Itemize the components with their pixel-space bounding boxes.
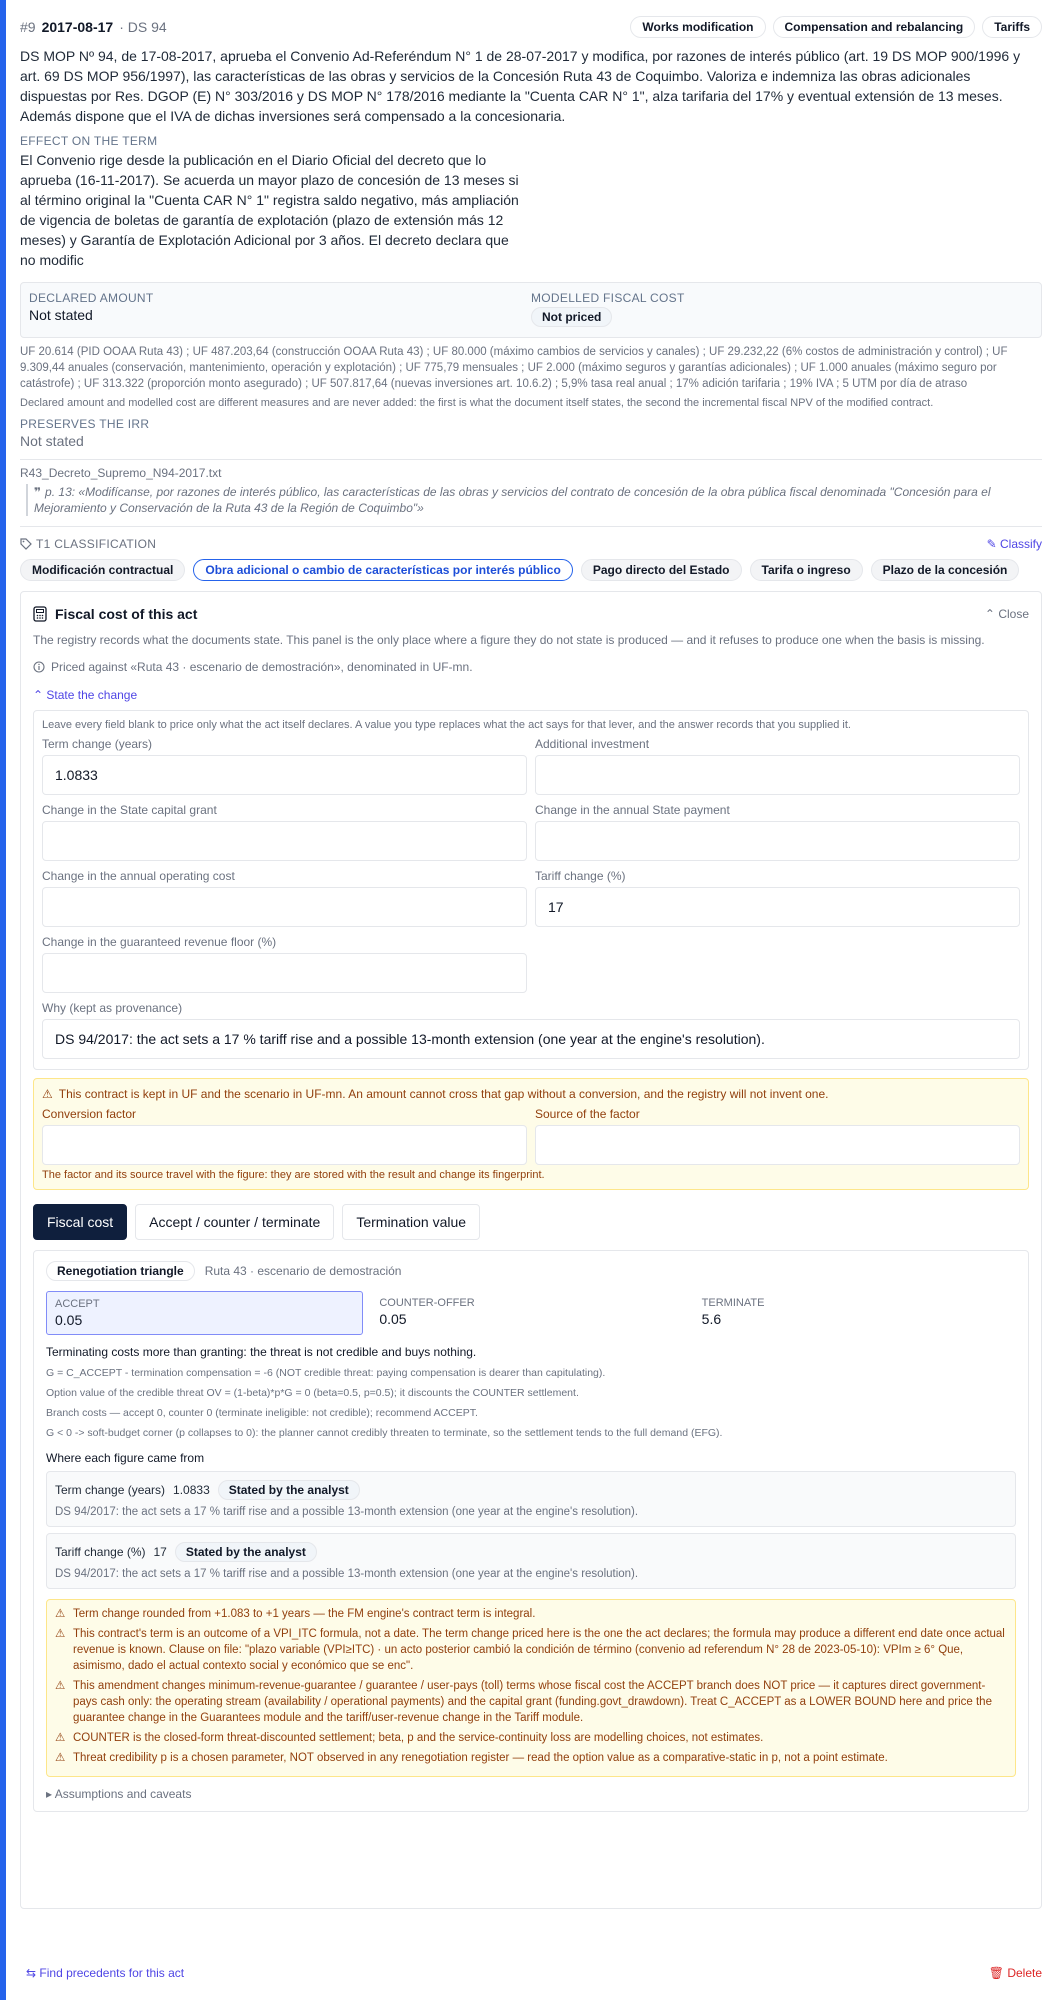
tab-fiscal-cost[interactable]: Fiscal cost [33,1204,127,1240]
classify-button[interactable] [987,537,1042,551]
state-payment-label: Change in the annual State payment [535,803,730,817]
counter-value: 0.05 [379,1311,407,1327]
act-number: #9 [20,19,36,35]
provenance-title: Where each figure came from [46,1451,205,1465]
card-footer [26,1966,1042,1980]
formula-line: Option value of the credible threat OV = (1-beta)*p*G = 0 (beta=0.5, p=0.5); it discounts the COUNTER settlement. [46,1387,579,1399]
warning-icon: ⚠ [55,1732,66,1744]
provenance-why: DS 94/2017: the act sets a 17 % tariff rise and a possible 13-month extension (one year at the engine's resolution). [55,1506,639,1518]
revenue-floor-input[interactable] [42,953,527,993]
priced-against [33,660,1029,674]
quote-icon: ❞ [34,485,42,499]
provenance-value: 17 [153,1545,167,1559]
link-icon: ⇆ [26,1966,37,1980]
provenance-label: Tariff change (%) [55,1545,146,1559]
act-date: 2017-08-17 [41,19,114,35]
warning-icon: ⚠ [55,1680,66,1692]
chevron-up-icon: ⌃ [984,607,995,621]
source-file-name[interactable]: R43_Decreto_Supremo_N94-2017.txt [20,466,222,480]
formula-line: Branch costs — accept 0, counter 0 (terminate ineligible: not credible); recommend ACCEPT. [46,1407,478,1419]
change-form [33,710,1029,1070]
act-summary: DS MOP Nº 94, de 17-08-2017, aprueba el Convenio Ad-Referéndum N° 1 de 28-07-2017 y modifica, por razones de interés público (art. 19 DS MOP 900/1996 y art. 69 DS MOP 956/1997), las características de las obras y servicios de la Concesión Ruta 43 de Coquimbo. Valoriza e indemniza las obras adicionales dispuestas por Res. DGOP (E) N° 303/2016 y DS MOP N° 178/2016 mediante la "Cuenta CAR N° 1", alza tarifaria del 17% y eventual extensión de 13 meses. Además dispone que el IVA de dichas inversiones será compensado a la concesionaria. [20,48,1021,124]
tag-icon [20,538,32,550]
tariff-change-input[interactable]: 17 [535,887,1020,927]
provenance-why: DS 94/2017: the act sets a 17 % tariff rise and a possible 13-month extension (one year at the engine's resolution). [55,1568,639,1580]
revenue-floor-label: Change in the guaranteed revenue floor (%) [42,935,277,949]
panel-description: The registry records what the documents state. This panel is the only place where a figure they do not state is produced — and it refuses to produce one when the basis is missing. [33,633,985,647]
chip-modificacion-contractual[interactable]: Modificación contractual [20,559,185,581]
modelled-cost-label: MODELLED FISCAL COST [531,291,685,305]
warning-text: This contract's term is an outcome of a VPI_ITC formula, not a date. The term change priced here is the one the act declares; the formula may produce a different end date once actual revenue is known. Clause on file: "plazo variable (VPI≥ITC) · un acto posterior cambió la condición de término (convenio ad referendum N° 28 de 2023-05-10): VPIm ≥ 6° Que, asimismo, dado el actual contexto social y económico que se enc". [73,1628,1005,1672]
warning-icon: ⚠ [55,1628,66,1640]
warning-text: Threat credibility p is a chosen parameter, NOT observed in any renegotiation register — read the option value as a comparative-static in p, not a point estimate. [73,1752,888,1764]
assumptions-toggle[interactable] [46,1787,1016,1801]
tag-tariffs[interactable]: Tariffs [982,16,1042,38]
conversion-footnote: The factor and its source travel with the figure: they are stored with the result and change its fingerprint. [42,1169,545,1181]
analysis-tabs [33,1204,1029,1240]
divider [20,459,1042,460]
warning-icon: ⚠ [42,1087,53,1101]
additional-investment-input[interactable] [535,755,1020,795]
delete-label: Delete [1007,1966,1042,1980]
act-decree: · DS 94 [119,19,167,35]
conversion-warning [33,1078,1029,1190]
effect-text: El Convenio rige desde la publicación en el Diario Oficial del decreto que lo aprueba (16-11-2017). Se acuerda un mayor plazo de concesión de 13 meses si al término original la "Cuenta CAR N° 1" registra saldo negativo, más ampliación de vigencia de boletas de garantía de explotación (plazo de extensión más 12 meses) y Garantía de Explotación Adicional por 3 años. El decreto declara que no modific [20,152,519,268]
effect-label: EFFECT ON THE TERM [20,134,158,148]
warning-icon: ⚠ [55,1608,66,1620]
provenance-item [46,1471,1016,1527]
term-change-input[interactable]: 1.0833 [42,755,527,795]
state-change-toggle[interactable] [33,688,1029,702]
panel-title: Fiscal cost of this act [55,606,198,622]
fiscal-cost-panel [20,591,1042,1909]
accept-label: ACCEPT [55,1298,100,1310]
formula-line: G = C_ACCEPT - termination compensation = -6 (NOT credible threat: paying compensation is dearer than capitulating). [46,1367,606,1379]
state-change-label: State the change [46,688,138,702]
tag-works-modification[interactable]: Works modification [630,16,765,38]
irr-label: PRESERVES THE IRR [20,417,150,431]
formula-line: G < 0 -> soft-budget corner (p collapses to 0): the planner cannot credibly threaten to terminate, so the settlement tends to the full demand (EFG). [46,1427,723,1439]
classification-chips [20,559,1042,581]
calculator-icon [33,606,47,622]
uf-amounts-list: UF 20.614 (PID OOAA Ruta 43) ; UF 487.203,64 (construcción OOAA Ruta 43) ; UF 80.000 (máximo cambios de servicios y canales) ; UF 29.232,22 (6% costos de administración y control) ; UF 9.309,44 anuales (conservación, mantenimiento, operación y explotación) ; UF 775,79 mensuales ; UF 2.000 (máximo seguros y garantías adicionales) ; UF 1.000 anuales (máximo seguro por catástrofe) ; UF 313.322 (proporción monto asegurado) ; UF 507.817,64 (nuevas inversiones art. 10.6.2) ; 5,9% tasa real anual ; 17% adición tarifaria ; 19% IVA ; 5 UTM por día de atraso [20,346,1008,390]
act-header [20,12,1042,42]
warning-icon: ⚠ [55,1752,66,1764]
conversion-warning-text: This contract is kept in UF and the scenario in UF-mn. An amount cannot cross that gap without a conversion, and the registry will not invent one. [58,1087,829,1101]
measure-note: Declared amount and modelled cost are different measures and are never added: the first is what the document itself states, the second the incremental fiscal NPV of the modified contract. [20,397,934,409]
engine-warnings [46,1599,1016,1777]
declared-amount-value: Not stated [29,307,93,323]
additional-investment-label: Additional investment [535,737,650,751]
source-quote [26,484,1046,516]
provenance-badge: Stated by the analyst [175,1542,317,1562]
triangle-badge: Renegotiation triangle [46,1261,195,1281]
scenario-name: Ruta 43 · escenario de demostración [204,1264,402,1278]
counter-cell[interactable] [371,1291,693,1335]
chip-pago-directo[interactable]: Pago directo del Estado [581,559,742,581]
priced-against-text: Priced against «Ruta 43 · escenario de demostración», denominated in UF-mn. [51,660,473,674]
declared-amount-label: DECLARED AMOUNT [29,291,154,305]
warning-item [55,1606,1007,1622]
warning-item [55,1750,1007,1766]
terminate-value: 5.6 [701,1311,722,1327]
close-button[interactable] [985,607,1029,621]
fiscal-summary [20,282,1042,338]
chevron-up-icon: ⌃ [33,688,44,702]
accept-value: 0.05 [55,1312,83,1328]
delete-button[interactable] [989,1966,1042,1980]
chip-plazo-concesion[interactable]: Plazo de la concesión [871,559,1020,581]
warning-text: COUNTER is the closed-form threat-discounted settlement; beta, p and the service-continuity loss are modelling choices, not estimates. [73,1732,764,1744]
pencil-icon: ✎ [986,537,997,551]
provenance-badge: Stated by the analyst [218,1480,360,1500]
conversion-factor-input[interactable] [42,1125,527,1165]
terminate-cell[interactable] [694,1291,1016,1335]
warning-text: Term change rounded from +1.083 to +1 years — the FM engine's contract term is integral. [73,1608,536,1620]
provenance-label: Term change (years) [55,1483,166,1497]
assumptions-label: Assumptions and caveats [54,1787,192,1801]
irr-value: Not stated [20,433,84,449]
close-label: Close [998,607,1029,621]
chip-tarifa-ingreso[interactable]: Tarifa o ingreso [750,559,863,581]
modelled-cost-badge: Not priced [531,307,612,327]
tab-termination-value[interactable]: Termination value [342,1204,480,1240]
chip-obra-adicional[interactable]: Obra adicional o cambio de características por interés público [193,559,572,581]
warning-item [55,1626,1007,1674]
triangle-section [33,1250,1029,1812]
verdict: Terminating costs more than granting: the threat is not credible and buys nothing. [46,1345,477,1359]
terminate-label: TERMINATE [701,1297,765,1309]
trash-icon: 🗑 [988,1966,1004,1980]
tag-compensation[interactable]: Compensation and rebalancing [773,16,976,38]
classification-header [20,533,1042,555]
accept-cell[interactable] [46,1291,363,1335]
operating-cost-label: Change in the annual operating cost [42,869,235,883]
triangle-values [46,1291,1016,1335]
panel-header [33,602,1029,626]
caret-right-icon: ▸ [46,1787,53,1801]
factor-source-input[interactable] [535,1125,1020,1165]
conversion-factor-label: Conversion factor [42,1107,137,1121]
capital-grant-input[interactable] [42,821,527,861]
state-payment-input[interactable] [535,821,1020,861]
divider [20,526,1042,527]
why-input[interactable]: DS 94/2017: the act sets a 17 % tariff rise and a possible 13-month extension (one year at the engine's resolution). [42,1019,1020,1059]
source-quote-text: p. 13: «Modifícanse, por razones de interés público, las características de las obras y servicios del contrato de concesión de la obra pública fiscal denominada "Concesión para el Mejoramiento y Conservación de la Ruta 43 de la Región de Coquimbo"» [34,485,991,515]
counter-label: COUNTER-OFFER [379,1297,475,1309]
tariff-change-label: Tariff change (%) [535,869,626,883]
info-icon [33,661,45,673]
warning-item [55,1678,1007,1726]
term-change-label: Term change (years) [42,737,153,751]
form-hint: Leave every field blank to price only what the act itself declares. A value you type replaces what the act says for that lever, and the answer records that you supplied it. [42,719,851,731]
operating-cost-input[interactable] [42,887,527,927]
capital-grant-label: Change in the State capital grant [42,803,217,817]
provenance-value: 1.0833 [173,1483,210,1497]
provenance-item [46,1533,1016,1589]
find-precedents-link[interactable] [26,1966,184,1980]
why-label: Why (kept as provenance) [42,1001,183,1015]
act-tags [630,16,1042,38]
find-precedents-label: Find precedents for this act [39,1966,185,1980]
warning-text: This amendment changes minimum-revenue-guarantee / guarantee / user-pays (toll) terms whose fiscal cost the ACCEPT branch does NOT price — it captures direct government-pays cash only: the operating stream (availability / operational payments) and the capital grant (funding.govt_drawdown). Treat C_ACCEPT as a LOWER BOUND here and price the guarantee change in the Guarantees module and the tariff/user-revenue change in the Tariff module. [73,1680,992,1724]
classification-label: T1 CLASSIFICATION [36,537,157,551]
classify-label: Classify [999,537,1042,551]
tab-accept-counter-terminate[interactable]: Accept / counter / terminate [135,1204,334,1240]
factor-source-label: Source of the factor [535,1107,640,1121]
warning-item [55,1730,1007,1746]
